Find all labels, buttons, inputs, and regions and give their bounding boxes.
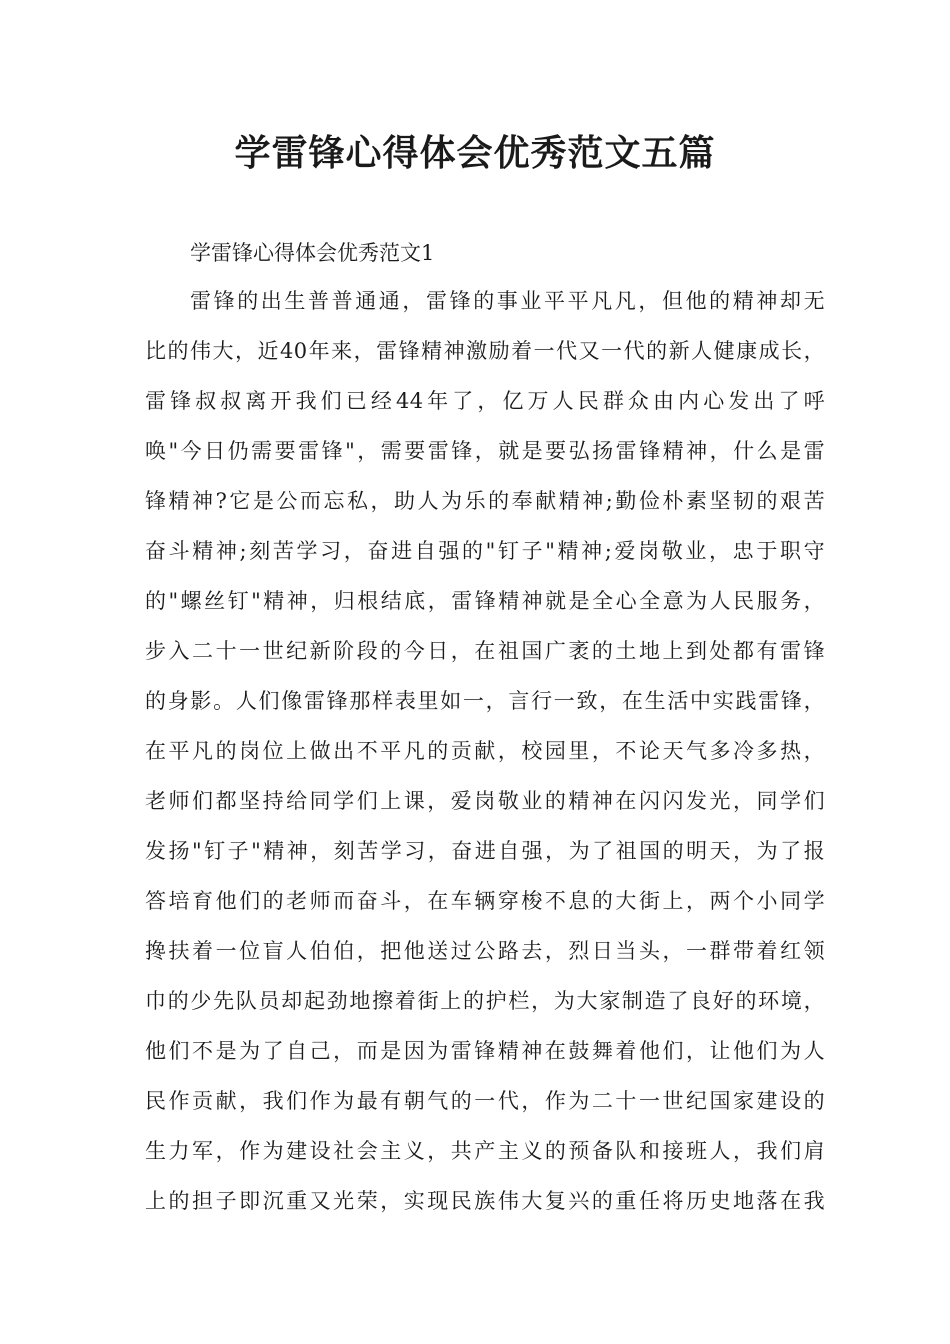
text-line: 生力军，作为建设社会主义，共产主义的预备队和接班人，我们肩 xyxy=(145,1139,825,1163)
body-text xyxy=(145,284,825,1234)
text-line: 民作贡献，我们作为最有朝气的一代，作为二十一世纪国家建设的 xyxy=(145,1089,825,1113)
text-line: 雷锋的出生普普通通，雷锋的事业平平凡凡，但他的精神却无 xyxy=(190,289,825,313)
text-line: 步入二十一世纪新阶段的今日，在祖国广袤的土地上到处都有雷锋 xyxy=(145,639,825,663)
text-line: 在平凡的岗位上做出不平凡的贡献，校园里，不论天气多冷多热， xyxy=(145,739,825,763)
text-line: 发扬"钉子"精神，刻苦学习，奋进自强，为了祖国的明天，为了报 xyxy=(145,839,825,863)
text-line: 巾的少先队员却起劲地擦着街上的护栏，为大家制造了良好的环境， xyxy=(145,989,825,1013)
text-line: 比的伟大，近40年来，雷锋精神激励着一代又一代的新人健康成长， xyxy=(145,339,825,363)
text-line: 奋斗精神;刻苦学习，奋进自强的"钉子"精神;爱岗敬业，忠于职守 xyxy=(145,539,825,563)
text-line: 他们不是为了自己，而是因为雷锋精神在鼓舞着他们，让他们为人 xyxy=(145,1039,825,1063)
text-line: 老师们都坚持给同学们上课，爱岗敬业的精神在闪闪发光，同学们 xyxy=(145,789,825,813)
text-line: 的身影。人们像雷锋那样表里如一，言行一致，在生活中实践雷锋， xyxy=(145,689,825,713)
text-line: 唤"今日仍需要雷锋"，需要雷锋，就是要弘扬雷锋精神，什么是雷 xyxy=(145,439,825,463)
text-line: 上的担子即沉重又光荣，实现民族伟大复兴的重任将历史地落在我 xyxy=(145,1189,825,1213)
text-line: 答培育他们的老师而奋斗，在车辆穿梭不息的大街上，两个小同学 xyxy=(145,889,825,913)
text-line: 锋精神?它是公而忘私，助人为乐的奉献精神;勤俭朴素坚韧的艰苦 xyxy=(145,489,825,513)
text-line: 雷锋叔叔离开我们已经44年了，亿万人民群众由内心发出了呼 xyxy=(145,389,825,413)
document-title: 学雷锋心得体会优秀范文五篇 xyxy=(234,132,716,174)
text-line: 搀扶着一位盲人伯伯，把他送过公路去，烈日当头，一群带着红领 xyxy=(145,939,825,963)
section-heading: 学雷锋心得体会优秀范文1 xyxy=(190,241,435,265)
text-line: 的"螺丝钉"精神，归根结底，雷锋精神就是全心全意为人民服务， xyxy=(145,589,825,613)
